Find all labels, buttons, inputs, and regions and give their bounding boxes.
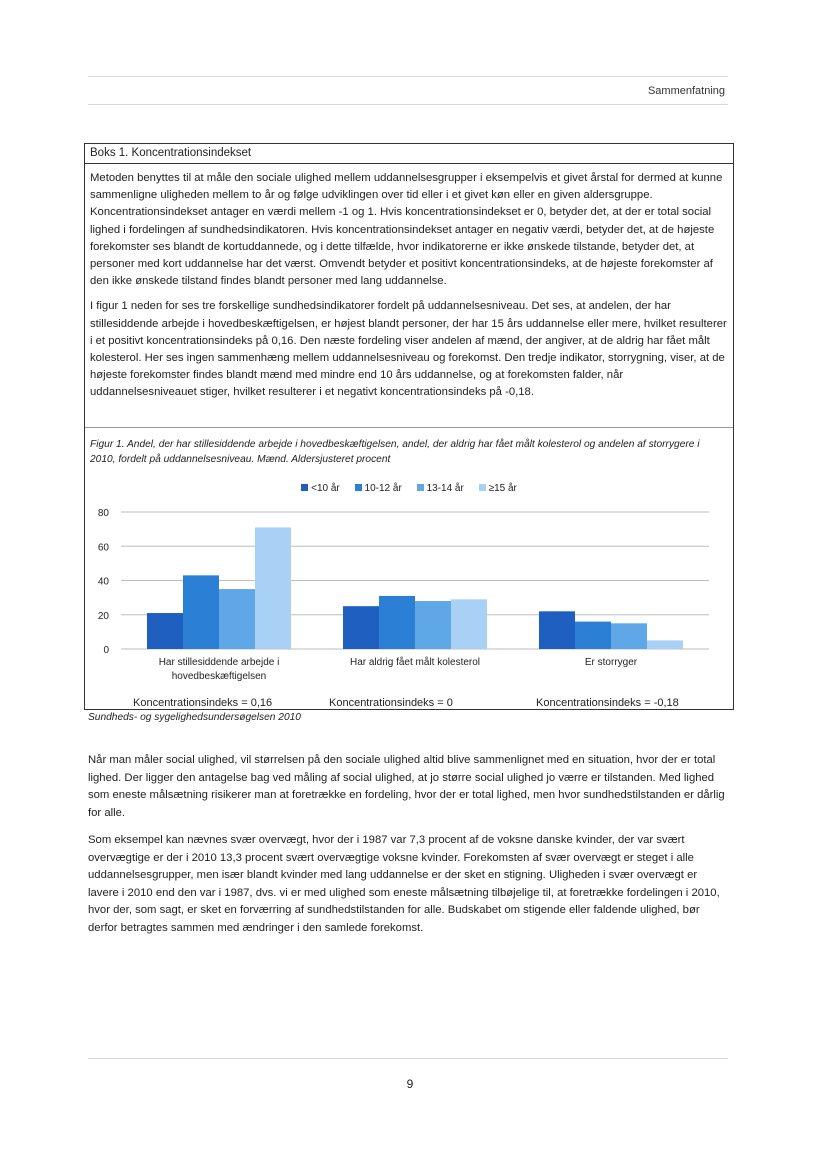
body-paragraph: Når man måler social ulighed, vil størrelsen på den sociale ulighed altid blive sammenlignet med en situation, hvor der er total lighed. Der ligger den antagelse bag ved måling af social ulighed, at jo større social ulighed jo værre er tilstanden. Med lighed som eneste målsætning risikerer man at foretrække en fordeling, hvor der er total lighed, men hvor sundhedstilstanden er dårlig for alle.	[88, 754, 725, 819]
concentration-index: Koncentrationsindeks = 0	[329, 697, 453, 709]
body-text	[88, 752, 728, 947]
bar	[539, 611, 575, 649]
bar-chart	[85, 504, 733, 689]
y-tick-label: 0	[103, 645, 109, 656]
figure-source: Sundheds- og sygelighedsundersøgelsen 2010	[88, 712, 301, 723]
y-tick-label: 60	[97, 542, 109, 554]
bar	[343, 606, 379, 649]
bar	[379, 596, 415, 649]
bar	[255, 527, 291, 649]
box-paragraph: I figur 1 neden for ses tre forskellige sundhedsindikatorer fordelt på uddannelsesniveau. Det ses, at andelen, der har stillesiddende arbejde i hovedbeskæftigelsen, er højest blandt personer, der har 15 års uddannelse eller mere, hvilket resulterer i et positivt koncentrationsindeks på 0,16. Den næste fordeling viser andelen af mænd, der angiver, at de aldrig har fået målt kolesterol. Her ses ingen sammenhæng mellem uddannelsesniveau og forekomst. Den tredje indikator, storrygning, viser, at de højeste forekomster findes blandt mænd med mindre end 10 års uddannelse, og at forekomsten falder, når uddannelsesniveauet stiger, hvilket resulterer i et negativt koncentrationsindeks på -0,18.	[90, 300, 727, 399]
bar	[611, 623, 647, 649]
legend-item	[417, 483, 464, 494]
legend-label: <10 år	[311, 483, 340, 494]
legend-swatch	[301, 484, 308, 491]
bar	[451, 599, 487, 649]
legend-label: ≥15 år	[488, 483, 517, 494]
box-text	[85, 164, 733, 402]
legend-item	[355, 483, 402, 494]
bar	[183, 575, 219, 649]
box-separator	[85, 427, 733, 428]
category-label: Har stillesiddende arbejde i	[158, 657, 280, 668]
info-box	[84, 143, 734, 710]
bar	[415, 601, 451, 649]
legend-label: 13-14 år	[426, 483, 464, 494]
legend-item	[301, 483, 340, 494]
y-tick-label: 40	[97, 576, 109, 588]
concentration-index: Koncentrationsindeks = 0,16	[133, 697, 273, 709]
y-tick-label: 80	[97, 508, 109, 519]
bar	[575, 622, 611, 649]
y-tick-label: 20	[97, 610, 109, 622]
bar	[219, 589, 255, 649]
header-rule-bottom	[88, 104, 728, 105]
box-paragraph: Metoden benyttes til at måle den sociale ulighed mellem uddannelsesgrupper i eksempelvis et givet årstal for dermed at kunne sammenligne uligheden mellem to år og følge udviklingen over tid eller i et givet køn eller en given aldersgruppe. Koncentrationsindekset antager en værdi mellem -1 og 1. Hvis koncentrationsindekset er 0, betyder det, at der er total social lighed i fordelingen af sundhedsindikatoren. Hvis koncentrationsindekset antager en negativ værdi, betyder det, at de højeste forekomster ses blandt de kortuddannede, og i dette tilfælde, hvor indikatorerne er ikke ønskede tilstande, betyder det, at personer med kort uddannelse har det værst. Omvendt betyder et positivt koncentrationsindeks, at de højeste forekomster af den ikke ønskede tilstand findes blandt personer med lang uddannelse.	[90, 172, 723, 288]
category-label: Er storryger	[584, 657, 638, 668]
legend-label: 10-12 år	[364, 483, 402, 494]
body-paragraph: Som eksempel kan nævnes svær overvægt, hvor der i 1987 var 7,3 procent af de voksne danske kvinder, der var svært overvægtige er der i 2010 13,3 procent svært overvægtige voksne kvinder. Forekomsten af svær overvægt er steget i alle uddannelsesgrupper, men især blandt kvinder med lang uddannelse er der sket en stigning. Uligheden i svær overvægt er lavere i 2010 end den var i 1987, dvs. vi er med ulighed som eneste målsætning tilbøjelige til, at foretrække fordelingen i 2010, hvor der, som sagt, er sket en forværring af sundhedstilstanden for alle. Budskabet om stigende eller faldende ulighed, bør derfor betragtes sammen med ændringer i den samlede forekomst.	[88, 834, 720, 934]
legend-swatch	[417, 484, 424, 491]
bar	[647, 640, 683, 649]
box-title: Boks 1. Koncentrationsindekset	[85, 144, 733, 164]
legend-swatch	[479, 484, 486, 491]
header-rule-top	[88, 76, 728, 77]
category-label: hovedbeskæftigelsen	[171, 671, 267, 682]
page-number: 9	[406, 1077, 414, 1091]
footer-rule	[88, 1058, 728, 1059]
running-header: Sammenfatning	[647, 85, 725, 97]
category-label: Har aldrig fået målt kolesterol	[349, 657, 481, 668]
legend-swatch	[355, 484, 362, 491]
figure-caption: Figur 1. Andel, der har stillesiddende arbejde i hovedbeskæftigelsen, andel, der aldrig har fået målt kolesterol og andelen af storrygere i 2010, fordelt på uddannelsesniveau. Mænd. Aldersjusteret procent	[90, 439, 700, 465]
bar	[147, 613, 183, 649]
legend-item	[479, 483, 517, 494]
concentration-index: Koncentrationsindeks = -0,18	[536, 697, 679, 709]
chart-legend	[85, 483, 733, 494]
